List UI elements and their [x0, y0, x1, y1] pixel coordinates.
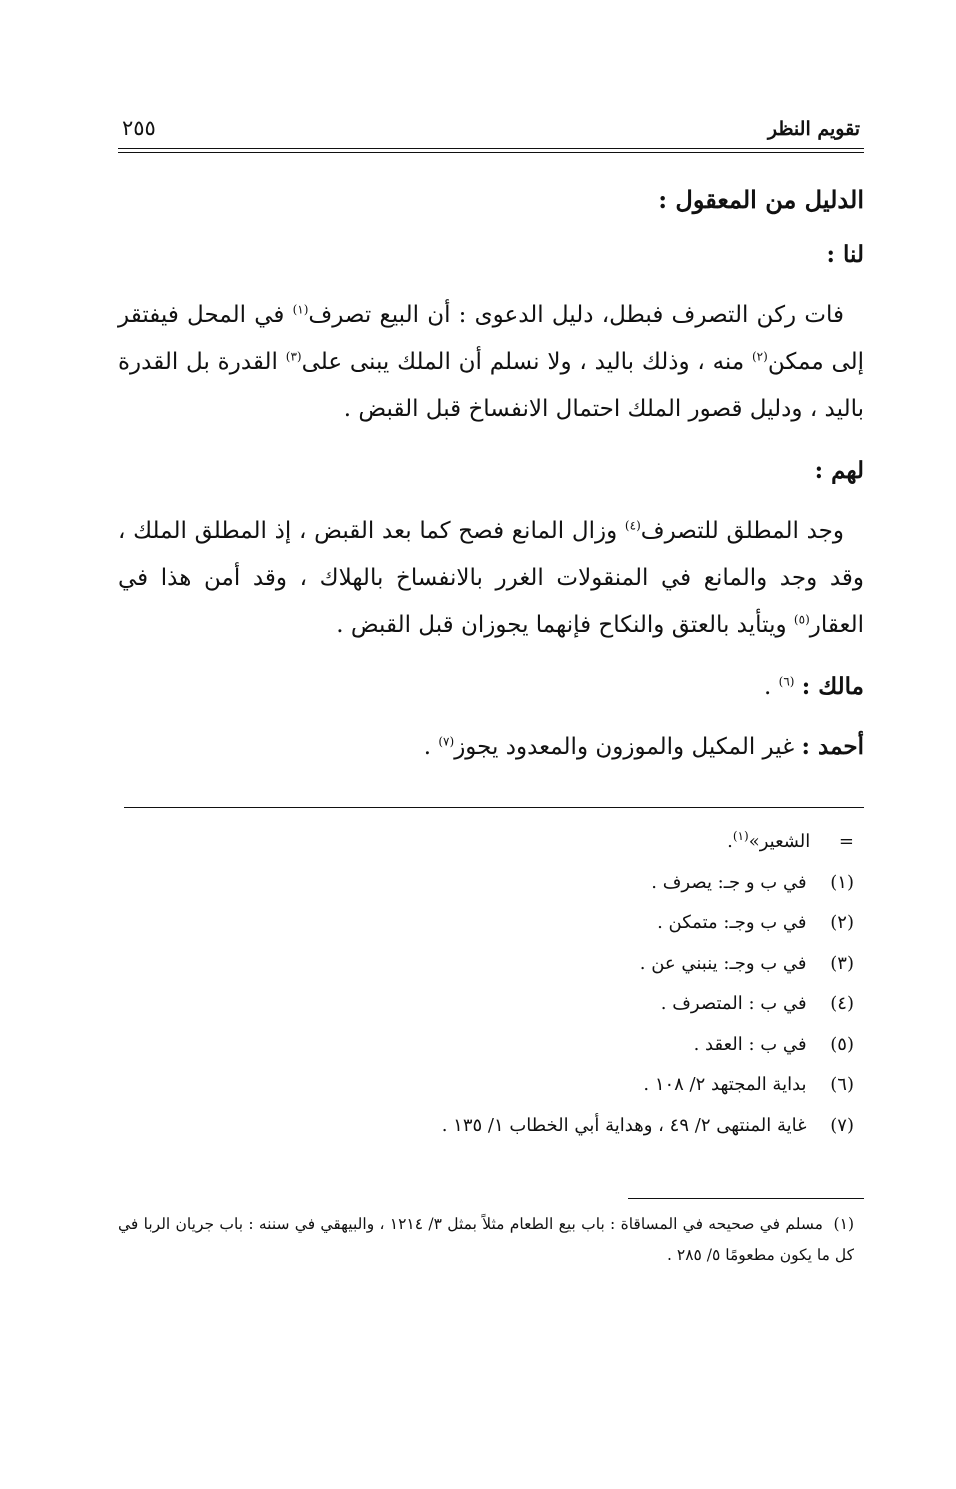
book-page — [118, 100, 864, 1271]
ours-text-b: في المحل فيفتقر إلى ممكن — [118, 302, 865, 375]
continued-end: . — [727, 831, 733, 852]
footnote-text: بداية المجتهد ٢/ ١٠٨ . — [643, 1074, 807, 1095]
footnote-text: في ب وجـ: متمكن . — [657, 912, 807, 933]
footnote-rule — [124, 807, 864, 808]
footnote-ref-4[interactable]: (٤) — [624, 518, 641, 533]
footnote-ref-1[interactable]: (١) — [292, 302, 309, 317]
footnote-item — [118, 944, 854, 985]
section-heading: الدليل من المعقول : — [658, 185, 864, 214]
footnote-item — [118, 1025, 854, 1066]
theirs-label: لهم : — [814, 457, 864, 484]
continued-text: الشعير» — [748, 831, 811, 852]
ours-paragraph — [118, 292, 864, 433]
header-rule — [118, 148, 864, 153]
main-text — [118, 175, 864, 771]
secondary-footnotes — [118, 1209, 864, 1271]
footnote-number: (١) — [830, 871, 854, 893]
footnote-number: (٧) — [830, 1114, 854, 1136]
footnote-item — [118, 1106, 854, 1147]
ahmad-opinion — [118, 723, 864, 771]
footnote-ref-3[interactable]: (٣) — [285, 349, 302, 364]
continued-prefix: = — [838, 831, 854, 852]
secondary-footnote-rule — [628, 1198, 864, 1199]
footnote-number: (٣) — [830, 952, 854, 974]
ahmad-end: . — [423, 734, 439, 760]
running-header — [118, 100, 864, 140]
malik-opinion — [118, 663, 864, 711]
footnote-item — [118, 1065, 854, 1106]
page-number: ٢٥٥ — [122, 116, 156, 140]
footnote-ref-7[interactable]: (٧) — [438, 734, 455, 749]
footnotes — [118, 822, 864, 1146]
footnote-continued — [118, 822, 854, 863]
footnote-number: (٦) — [830, 1074, 854, 1095]
continued-footnote-ref[interactable]: (١) — [732, 829, 749, 843]
secondary-footnote-text: مسلم في صحيحه في المساقاة : باب بيع الطعام مثلاً بمثل ٣/ ١٢١٤ ، والبيهقي في سننه : باب جريان الربا في كل ما يكون مطعومًا ٥/ ٢٨٥ . — [118, 1215, 854, 1264]
theirs-text-a: وجد المطلق للتصرف — [640, 518, 844, 544]
footnote-number: (٥) — [830, 1033, 854, 1055]
footnote-text: في ب : المتصرف . — [660, 993, 807, 1014]
ahmad-text: غير المكيل والموزون والمعدود يجوز — [454, 734, 802, 760]
theirs-text-c: ويتأيد بالعتق والنكاح فإنهما يجوزان قبل القبض . — [336, 612, 794, 638]
footnote-item — [118, 863, 854, 904]
ours-label: لنا : — [826, 241, 864, 268]
theirs-paragraph — [118, 508, 864, 649]
ours-text-c: منه ، وذلك باليد ، ولا نسلم أن الملك يبنى على — [301, 349, 752, 375]
secondary-footnote-number: (١) — [833, 1215, 854, 1233]
ahmad-label: أحمد : — [801, 733, 864, 760]
ours-text-d: القدرة بل القدرة باليد ، ودليل قصور الملك احتمال الانفساخ قبل القبض . — [118, 349, 864, 422]
malik-end: . — [764, 674, 779, 700]
footnote-ref-5[interactable]: (٥) — [793, 612, 810, 627]
footnote-number: (٢) — [830, 912, 854, 933]
ours-text-a: فات ركن التصرف فبطل، دليل الدعوى : أن البيع تصرف — [308, 302, 844, 328]
footnote-text: غاية المنتهى ٢/ ٤٩ ، وهداية أبي الخطاب ١/ ١٣٥ . — [441, 1114, 807, 1136]
footnote-ref-6[interactable]: (٦) — [778, 674, 795, 689]
footnote-item — [118, 984, 854, 1025]
theirs-text-b: وزال المانع فصح كما بعد القبض ، إذ المطلق الملك ، وقد وجد والمانع في المنقولات الغرر بالانفساخ بالهلاك ، وقد أمن هذا في العقار — [118, 518, 864, 638]
footnote-number: (٤) — [830, 993, 854, 1014]
footnote-item — [118, 903, 854, 944]
footnote-text: في ب : العقد . — [693, 1033, 807, 1055]
footnote-ref-2[interactable]: (٢) — [751, 349, 768, 364]
running-title: تقويم النظر — [767, 118, 860, 140]
footnote-text: في ب و جـ: يصرف . — [651, 871, 807, 893]
malik-label: مالك : — [801, 673, 864, 700]
footnote-text: في ب وجـ: ينبني عن . — [639, 952, 807, 974]
